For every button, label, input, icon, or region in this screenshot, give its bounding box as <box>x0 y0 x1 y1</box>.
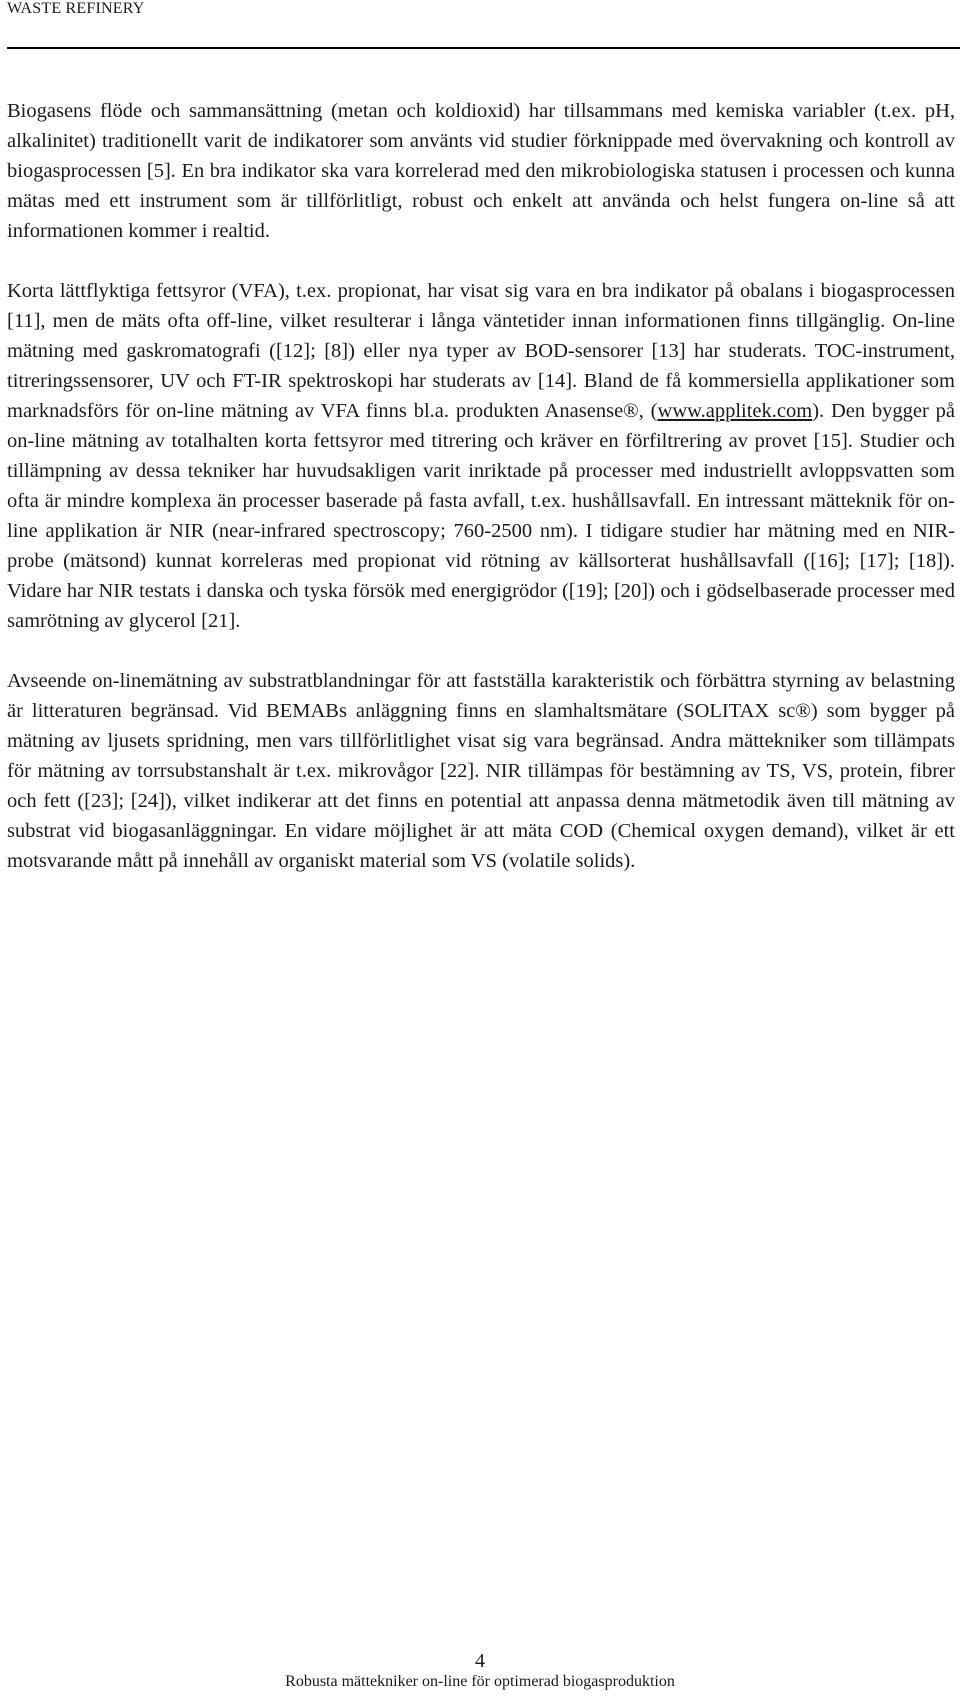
header-title: WASTE REFINERY <box>7 0 145 17</box>
paragraph-substrate-measurement: Avseende on-linemätning av substratblandningar för att fastställa karakteristik och förbättra styrning av belastning är litteraturen begränsad. Vid BEMABs anläggning finns en slamhaltsmätare (SOLITAX sc®) som bygger på mätning av ljusets spridning, men vars tillförlitlighet visat sig vara begränsad. Andra mättekniker som tillämpats för mätning av torrsubstanshalt är t.ex. mikrovågor [22]. NIR tillämpas för bestämning av TS, VS, protein, fibrer och fett ([23]; [24]), vilket indikerar att det finns en potential att anpassa denna mätmetodik även till mätning av substrat vid biogasanläggningar. En vidare möjlighet är att mäta COD (Chemical oxygen demand), vilket är ett motsvarande mått på innehåll av organiskt material som VS (volatile solids). <box>7 670 955 872</box>
document-body <box>7 96 955 876</box>
header-divider <box>7 47 960 49</box>
paragraph-vfa-measurement <box>7 276 955 636</box>
paragraph-text: Korta lättflyktiga fettsyror (VFA), t.ex. propionat, har visat sig vara en bra indikator på obalans i biogasprocessen [11], men de mäts ofta off-line, vilket resulterar i långa väntetider innan informationen finns tillgänglig. On-line mätning med gaskromatografi ([12]; [8]) eller nya typer av BOD-sensorer [13] har studerats. TOC-instrument, titreringssensorer, UV och FT-IR spektroskopi har studerats av [14]. Bland de få kommersiella applikationer som marknadsförs för on-line mätning av VFA finns bl.a. produkten Anasense®, ( <box>7 280 955 422</box>
page-footer <box>0 1650 960 1692</box>
page-number: 4 <box>475 1650 485 1672</box>
applitek-link[interactable]: www.applitek.com <box>657 400 813 422</box>
paragraph-text: ). Den bygger på on-line mätning av totalhalten korta fettsyror med titrering och kräver en förfiltrering av provet [15]. Studier och tillämpning av dessa tekniker har huvudsakligen varit inriktade på processer med industriellt avloppsvatten som ofta är mindre komplexa än processer baserade på fasta avfall, t.ex. hushållsavfall. En intressant mätteknik för on-line applikation är NIR (near-infrared spectroscopy; 760-2500 nm). I tidigare studier har mätning med en NIR-probe (mätsond) kunnat korreleras med propionat vid rötning av källsorterat hushållsavfall ([16]; [17]; [18]). Vidare har NIR testats i danska och tyska försök med energigrödor ([19]; [20]) och i gödselbaserade processer med samrötning av glycerol [21]. <box>7 400 955 632</box>
page-header <box>7 0 960 48</box>
paragraph-biogas-indicators: Biogasens flöde och sammansättning (metan och koldioxid) har tillsammans med kemiska variabler (t.ex. pH, alkalinitet) traditionellt varit de indikatorer som använts vid studier förknippade med övervakning och kontroll av biogasprocessen [5]. En bra indikator ska vara korrelerad med den mikrobiologiska statusen i processen och kunna mätas med ett instrument som är tillförlitligt, robust och enkelt att använda och helst fungera on-line så att informationen kommer i realtid. <box>7 100 955 242</box>
footer-title: Robusta mättekniker on-line för optimerad biogasproduktion <box>285 1673 675 1690</box>
